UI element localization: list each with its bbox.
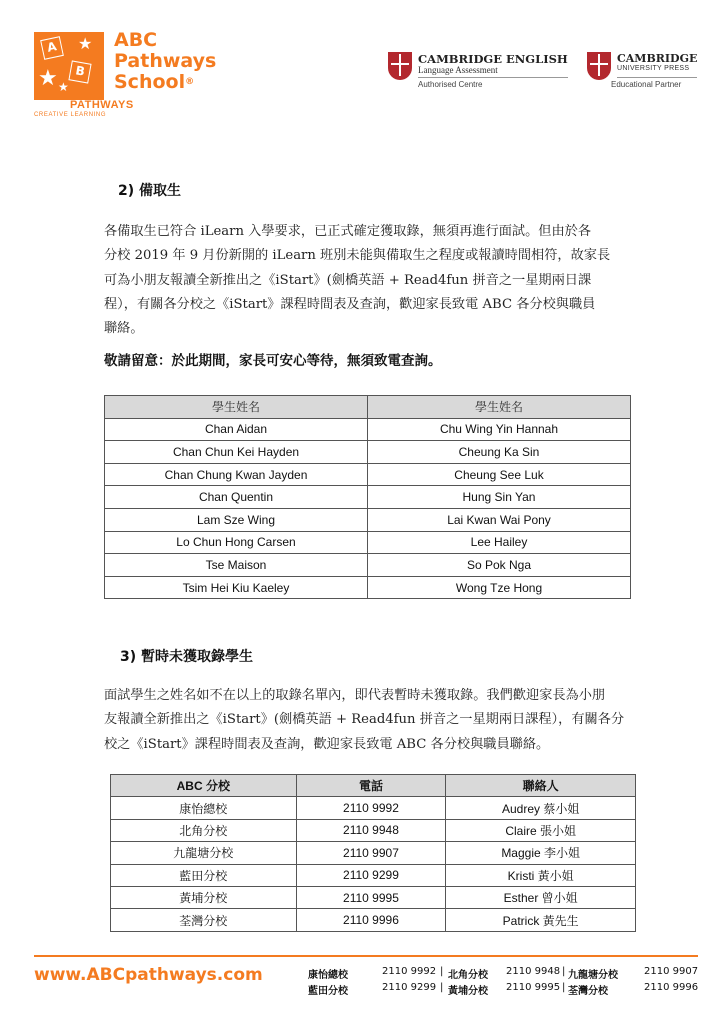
table-cell: 北角分校 bbox=[111, 819, 297, 841]
logo-pathways-text: PATHWAYS bbox=[70, 99, 134, 111]
table-cell: Lam Sze Wing bbox=[105, 508, 368, 531]
paragraph-line: 聯絡。 bbox=[104, 321, 144, 337]
table-cell: Claire 張小姐 bbox=[446, 819, 636, 841]
table-header-row bbox=[111, 775, 636, 797]
paragraph-line: 友報讀全新推出之《iStart》(劍橋英語 + Read4fun 拼音之一星期兩日課程），有關各分 bbox=[104, 712, 625, 728]
logo-line-3: School® bbox=[114, 71, 195, 93]
footer-branch-name: 康怡總校 bbox=[308, 970, 348, 981]
cambridge-press-subtitle: UNIVERSITY PRESS bbox=[617, 65, 690, 72]
table-cell: Chan Chun Kei Hayden bbox=[105, 441, 368, 464]
footer-branch-phone: 2110 9995 bbox=[506, 982, 561, 993]
table-cell: So Pok Nga bbox=[368, 554, 631, 577]
cambridge-english-caption: Authorised Centre bbox=[418, 80, 483, 89]
logo-line-1: ABC bbox=[114, 29, 158, 51]
footer-separator: | bbox=[562, 966, 566, 977]
column-header: 電話 bbox=[296, 775, 446, 797]
cambridge-shield-icon bbox=[388, 52, 412, 80]
table-row bbox=[111, 842, 636, 864]
table-cell: Tsim Hei Kiu Kaeley bbox=[105, 576, 368, 599]
table-cell: Chan Aidan bbox=[105, 418, 368, 441]
cambridge-english-subtitle: Language Assessment bbox=[418, 65, 498, 75]
divider bbox=[617, 77, 697, 78]
table-cell: Tse Maison bbox=[105, 554, 368, 577]
cambridge-press-logo bbox=[587, 52, 697, 92]
table-row bbox=[105, 418, 631, 441]
table-cell: 2110 9907 bbox=[296, 842, 446, 864]
section-3-heading: 3) 暫時未獲取錄學生 bbox=[120, 649, 254, 665]
footer-separator: | bbox=[440, 982, 444, 993]
paragraph-line: 可為小朋友報讀全新推出之《iStart》(劍橋英語 + Read4fun 拼音之一星期兩日課 bbox=[104, 272, 592, 288]
logo-block-a: A bbox=[40, 36, 64, 60]
page-header bbox=[0, 0, 724, 130]
logo-wordmark bbox=[114, 30, 216, 93]
footer-divider bbox=[34, 955, 698, 957]
logo-tagline: CREATIVE LEARNING bbox=[34, 112, 107, 118]
logo-line-2: Pathways bbox=[114, 50, 217, 72]
table-cell: 荃灣分校 bbox=[111, 909, 297, 931]
footer-separator: | bbox=[440, 966, 444, 977]
table-cell: Lo Chun Hong Carsen bbox=[105, 531, 368, 554]
section-2-paragraph bbox=[104, 220, 634, 341]
column-header: 聯絡人 bbox=[446, 775, 636, 797]
paragraph-line: 分校 2019 年 9 月份新開的 iLearn 班別未能與備取生之程度或報讀時間相符，故家長 bbox=[104, 248, 611, 264]
table-cell: Patrick 黃先生 bbox=[446, 909, 636, 931]
table-cell: Maggie 李小姐 bbox=[446, 842, 636, 864]
table-cell: Lee Hailey bbox=[368, 531, 631, 554]
logo-block-b: B bbox=[68, 60, 91, 83]
star-icon: ★ bbox=[78, 34, 93, 53]
cambridge-shield-icon bbox=[587, 52, 611, 80]
section-2-heading: 2) 備取生 bbox=[118, 183, 182, 199]
paragraph-line: 各備取生已符合 iLearn 入學要求，已正式確定獲取錄，無須再進行面試。但由於各 bbox=[104, 224, 592, 239]
branch-contact-table bbox=[110, 774, 636, 932]
table-cell: 2110 9995 bbox=[296, 886, 446, 908]
abc-pathways-logo bbox=[34, 30, 234, 120]
table-row bbox=[111, 797, 636, 819]
footer-branch-name: 北角分校 bbox=[448, 970, 488, 981]
table-cell: Esther 曾小姐 bbox=[446, 886, 636, 908]
waitlist-table bbox=[104, 395, 631, 599]
table-cell: Cheung Ka Sin bbox=[368, 441, 631, 464]
table-cell: Chu Wing Yin Hannah bbox=[368, 418, 631, 441]
table-cell: 2110 9996 bbox=[296, 909, 446, 931]
table-cell: 黃埔分校 bbox=[111, 886, 297, 908]
footer-branch-phone: 2110 9992 bbox=[382, 966, 437, 977]
table-cell: 2110 9992 bbox=[296, 797, 446, 819]
table-row bbox=[111, 886, 636, 908]
table-row bbox=[111, 864, 636, 886]
footer-branch-phone: 2110 9907 bbox=[644, 966, 699, 977]
footer-branch-name: 黃埔分校 bbox=[448, 986, 488, 997]
notice-text: 敬請留意：於此期間，家長可安心等待，無須致電查詢。 bbox=[104, 353, 442, 369]
table-row bbox=[105, 486, 631, 509]
footer-branch-phone: 2110 9299 bbox=[382, 982, 437, 993]
footer-branch-name: 荃灣分校 bbox=[568, 986, 608, 997]
star-icon: ★ bbox=[58, 80, 69, 94]
table-cell: 藍田分校 bbox=[111, 864, 297, 886]
table-header-row bbox=[105, 396, 631, 419]
table-cell: Chan Quentin bbox=[105, 486, 368, 509]
table-row bbox=[111, 909, 636, 931]
footer-separator: | bbox=[562, 982, 566, 993]
paragraph-line: 面試學生之姓名如不在以上的取錄名單內，即代表暫時未獲取錄。我們歡迎家長為小朋 bbox=[104, 688, 606, 703]
table-cell: Lai Kwan Wai Pony bbox=[368, 508, 631, 531]
footer-branch-name: 九龍塘分校 bbox=[568, 970, 618, 981]
column-header: 學生姓名 bbox=[105, 396, 368, 419]
footer-branch-row bbox=[308, 966, 698, 980]
cambridge-english-logo bbox=[388, 52, 578, 92]
table-row bbox=[105, 508, 631, 531]
cambridge-press-title: CAMBRIDGE bbox=[617, 52, 698, 65]
footer-website-link[interactable]: www.ABCpathways.com bbox=[34, 965, 263, 985]
table-cell: Chan Chung Kwan Jayden bbox=[105, 463, 368, 486]
column-header: 學生姓名 bbox=[368, 396, 631, 419]
footer-branch-row bbox=[308, 982, 698, 996]
footer-branch-name: 藍田分校 bbox=[308, 986, 348, 997]
logo-mark bbox=[34, 32, 104, 100]
column-header: ABC 分校 bbox=[111, 775, 297, 797]
table-row bbox=[105, 441, 631, 464]
star-icon: ★ bbox=[38, 66, 58, 91]
section-3-paragraph bbox=[104, 684, 634, 757]
cambridge-press-caption: Educational Partner bbox=[611, 80, 682, 89]
paragraph-line: 程），有關各分校之《iStart》課程時間表及查詢，歡迎家長致電 ABC 各分校與職員 bbox=[104, 296, 596, 312]
table-cell: 2110 9299 bbox=[296, 864, 446, 886]
table-cell: 2110 9948 bbox=[296, 819, 446, 841]
table-cell: Cheung See Luk bbox=[368, 463, 631, 486]
table-cell: Audrey 蔡小姐 bbox=[446, 797, 636, 819]
divider bbox=[418, 77, 568, 78]
footer-branch-phone: 2110 9948 bbox=[506, 966, 561, 977]
footer-branch-phone: 2110 9996 bbox=[644, 982, 699, 993]
table-row bbox=[111, 819, 636, 841]
cambridge-english-title: CAMBRIDGE ENGLISH bbox=[418, 52, 568, 66]
table-row bbox=[105, 554, 631, 577]
table-cell: 康怡總校 bbox=[111, 797, 297, 819]
table-row bbox=[105, 463, 631, 486]
table-cell: 九龍塘分校 bbox=[111, 842, 297, 864]
table-row bbox=[105, 531, 631, 554]
paragraph-line: 校之《iStart》課程時間表及查詢，歡迎家長致電 ABC 各分校與職員聯絡。 bbox=[104, 736, 550, 752]
table-row bbox=[105, 576, 631, 599]
table-cell: Kristi 黃小姐 bbox=[446, 864, 636, 886]
table-cell: Hung Sin Yan bbox=[368, 486, 631, 509]
table-cell: Wong Tze Hong bbox=[368, 576, 631, 599]
